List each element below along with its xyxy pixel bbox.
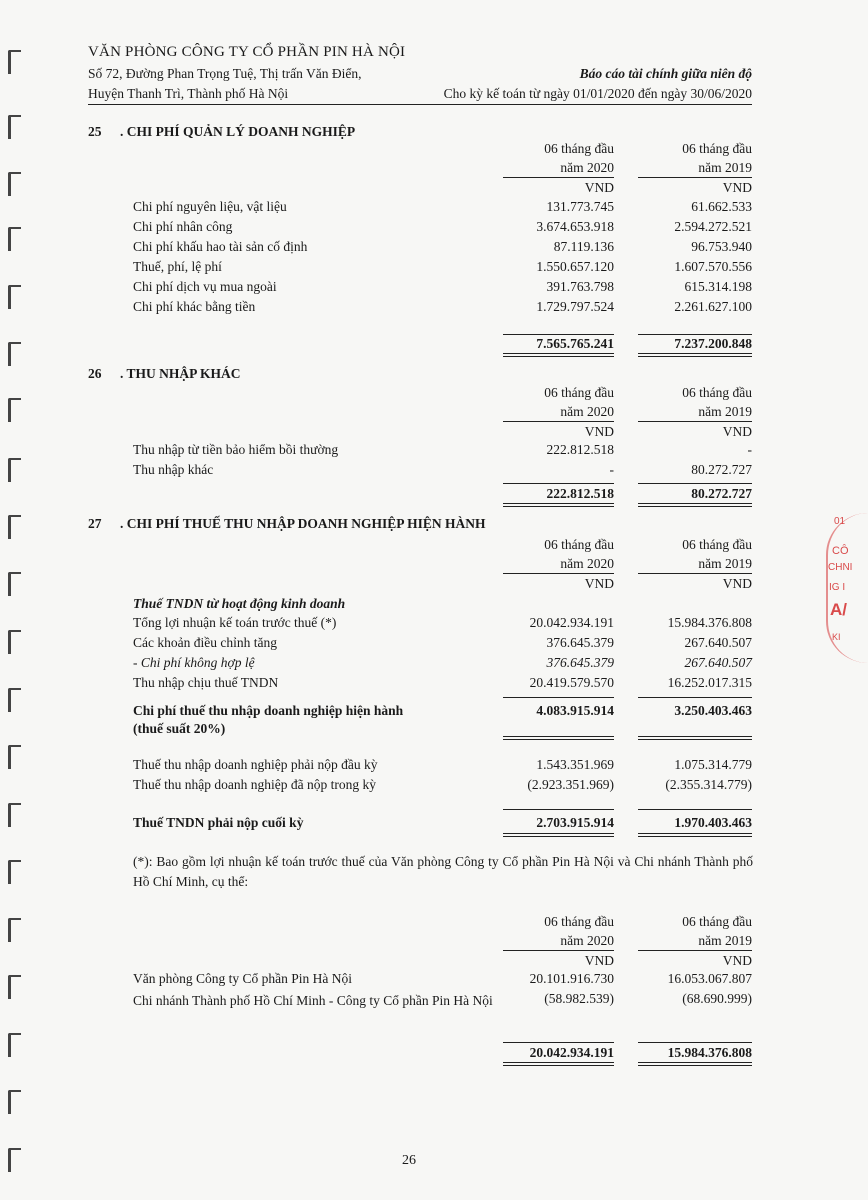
col2-currency: VND (722, 180, 752, 195)
s27-subheading: Thuế TNDN từ hoạt động kinh doanh (133, 596, 346, 611)
row-value-2020: (58.982.539) (544, 991, 614, 1006)
row-label: Chi phí nguyên liệu, vật liệu (133, 199, 287, 214)
header-rule (88, 104, 752, 105)
stamp-text: CÔ (832, 545, 849, 557)
col1-currency: VND (584, 953, 614, 968)
row-label: Chi phí nhân công (133, 219, 233, 234)
s25-total-2020: 7.565.765.241 (536, 336, 614, 351)
company-address-line1: Số 72, Đường Phan Trọng Tuệ, Thị trấn Văn Điển, (88, 66, 362, 81)
row-label: Thuế thu nhập doanh nghiệp đã nộp trong kỳ (133, 777, 376, 792)
company-name: VĂN PHÒNG CÔNG TY CỔ PHẦN PIN HÀ NỘI (88, 44, 406, 60)
current-tax-2020: 4.083.915.914 (536, 703, 614, 718)
row-value-2019: 2.594.272.521 (674, 219, 752, 234)
s26-total-2020: 222.812.518 (546, 486, 614, 501)
current-tax-label-line2: (thuế suất 20%) (133, 721, 226, 736)
row-value-2019: 61.662.533 (691, 199, 752, 214)
col1-double-rule (503, 353, 614, 357)
row-value-2019: 2.261.627.100 (674, 299, 752, 314)
row-value-2019: 16.252.017.315 (667, 675, 752, 690)
end-tax-2020: 2.703.915.914 (536, 815, 614, 830)
col2-header-line1: 06 tháng đầu (682, 537, 752, 552)
col2-header-line2: năm 2019 (698, 160, 752, 175)
col1-header-line1: 06 tháng đầu (544, 141, 614, 156)
row-label: Thu nhập khác (133, 462, 214, 477)
s25-title: . CHI PHÍ QUẢN LÝ DOANH NGHIỆP (120, 124, 356, 139)
current-tax-label-line1: Chi phí thuế thu nhập doanh nghiệp hiện hành (133, 703, 404, 718)
page-number: 26 (402, 1153, 416, 1168)
col2-header-line2: năm 2019 (698, 556, 752, 571)
col1-total-rule (503, 334, 614, 335)
col2-header-line1: 06 tháng đầu (682, 385, 752, 400)
row-value-2019: 16.053.067.807 (667, 971, 752, 986)
row-value-2020: 20.101.916.730 (529, 971, 614, 986)
row-value-2020: 20.419.579.570 (529, 675, 614, 690)
report-period: Cho kỳ kế toán từ ngày 01/01/2020 đến ngày 30/06/2020 (443, 86, 752, 101)
row-value-2020: - (609, 462, 614, 477)
row-value-2020: 20.042.934.191 (529, 615, 614, 630)
row-value-2020: 376.645.379 (546, 635, 614, 650)
row-value-2019: 80.272.727 (691, 462, 752, 477)
footnote-text: (*): Bao gồm lợi nhuận kế toán trước thuế của Văn phòng Công ty Cổ phần Pin Hà Nội và Chi nhánh Thành phố Hồ Chí Minh, cụ thể: (133, 854, 753, 889)
row-value-2019: 267.640.507 (684, 635, 752, 650)
col1-double-rule (503, 503, 614, 507)
col1-double-rule (503, 1062, 614, 1066)
row-value-2020: 131.773.745 (546, 199, 614, 214)
col1-header-line2: năm 2020 (560, 160, 614, 175)
col2-currency: VND (722, 953, 752, 968)
row-label: Thu nhập từ tiền bảo hiểm bồi thường (133, 442, 339, 457)
col1-double-rule (503, 833, 614, 837)
stamp-text: KI (832, 632, 841, 642)
row-label: Văn phòng Công ty Cổ phần Pin Hà Nội (133, 971, 352, 986)
row-value-2020: 87.119.136 (553, 239, 614, 254)
s26-total-2019: 80.272.727 (691, 486, 752, 501)
col1-total-rule (503, 1042, 614, 1043)
col2-currency: VND (722, 424, 752, 439)
col1-header-line2: năm 2020 (560, 933, 614, 948)
col2-double-rule (638, 736, 752, 740)
col1-currency: VND (584, 424, 614, 439)
stamp-text: 01 (834, 516, 846, 527)
s25-total-2019: 7.237.200.848 (674, 336, 752, 351)
stamp-text: CHNI (828, 562, 853, 573)
row-label: Chi phí khấu hao tài sản cố định (133, 239, 308, 254)
row-value-2020: 391.763.798 (546, 279, 614, 294)
s27-number: 27 (88, 516, 102, 531)
col1-header-line1: 06 tháng đầu (544, 385, 614, 400)
row-value-2019: 96.753.940 (691, 239, 752, 254)
col1-currency: VND (584, 180, 614, 195)
report-title: Báo cáo tài chính giữa niên độ (579, 66, 752, 81)
row-label: Chi phí khác bằng tiền (133, 299, 256, 314)
s25-number: 25 (88, 124, 102, 139)
col2-double-rule (638, 353, 752, 357)
col2-double-rule (638, 503, 752, 507)
end-tax-2019: 1.970.403.463 (674, 815, 752, 830)
stamp-text: IG I (829, 582, 846, 593)
row-value-2020: 1.543.351.969 (536, 757, 614, 772)
col1-header-line1: 06 tháng đầu (544, 914, 614, 929)
row-label: - Chi phí không hợp lệ (133, 655, 255, 670)
col2-header-line1: 06 tháng đầu (682, 141, 752, 156)
row-value-2019: 1.075.314.779 (674, 757, 752, 772)
col2-header-line2: năm 2019 (698, 404, 752, 419)
row-label: Thuế thu nhập doanh nghiệp phải nộp đầu kỳ (133, 757, 378, 772)
col1-currency: VND (584, 576, 614, 591)
row-value-2019: (68.690.999) (682, 991, 752, 1006)
col1-header-line2: năm 2020 (560, 556, 614, 571)
row-value-2019: (2.355.314.779) (665, 777, 752, 792)
s26-title: . THU NHẬP KHÁC (120, 366, 241, 381)
col1-rule (503, 809, 614, 810)
col2-total-rule (638, 1042, 752, 1043)
col2-currency: VND (722, 576, 752, 591)
row-value-2019: 15.984.376.808 (667, 615, 752, 630)
row-label: Chi phí dịch vụ mua ngoài (133, 279, 277, 294)
col2-rule (638, 809, 752, 810)
end-tax-label: Thuế TNDN phải nộp cuối kỳ (133, 815, 304, 830)
row-value-2019: 267.640.507 (684, 655, 752, 670)
row-value-2020: 222.812.518 (546, 442, 614, 457)
row-label: Thu nhập chịu thuế TNDN (133, 675, 279, 690)
col1-header-line2: năm 2020 (560, 404, 614, 419)
row-value-2019: 1.607.570.556 (674, 259, 752, 274)
row-value-2020: 3.674.653.918 (536, 219, 614, 234)
col2-rule (638, 697, 752, 698)
note-total-2019: 15.984.376.808 (667, 1045, 752, 1060)
col2-header-line2: năm 2019 (698, 933, 752, 948)
current-tax-2019: 3.250.403.463 (674, 703, 752, 718)
company-address-line2: Huyện Thanh Trì, Thành phố Hà Nội (88, 86, 289, 101)
note-total-2020: 20.042.934.191 (529, 1045, 614, 1060)
row-label: Chi nhánh Thành phố Hồ Chí Minh - Công ty Cổ phần Pin Hà Nội (133, 993, 493, 1008)
row-value-2020: (2.923.351.969) (527, 777, 614, 792)
col2-double-rule (638, 1062, 752, 1066)
col2-header-line1: 06 tháng đầu (682, 914, 752, 929)
row-value-2019: 615.314.198 (684, 279, 752, 294)
col2-total-rule (638, 483, 752, 484)
col1-rule (503, 697, 614, 698)
col2-total-rule (638, 334, 752, 335)
col1-header-line1: 06 tháng đầu (544, 537, 614, 552)
row-value-2020: 376.645.379 (546, 655, 614, 670)
row-label: Thuế, phí, lệ phí (133, 259, 222, 274)
stamp-text: A/ (830, 600, 847, 619)
row-value-2020: 1.729.797.524 (536, 299, 614, 314)
s26-number: 26 (88, 366, 102, 381)
row-label: Các khoản điều chỉnh tăng (133, 635, 277, 650)
row-label: Tổng lợi nhuận kế toán trước thuế (*) (133, 615, 337, 630)
s27-title: . CHI PHÍ THUẾ THU NHẬP DOANH NGHIỆP HIỆN HÀNH (120, 516, 486, 531)
row-value-2020: 1.550.657.120 (536, 259, 614, 274)
col1-double-rule (503, 736, 614, 740)
col1-total-rule (503, 483, 614, 484)
row-value-2019: - (747, 442, 752, 457)
col2-double-rule (638, 833, 752, 837)
